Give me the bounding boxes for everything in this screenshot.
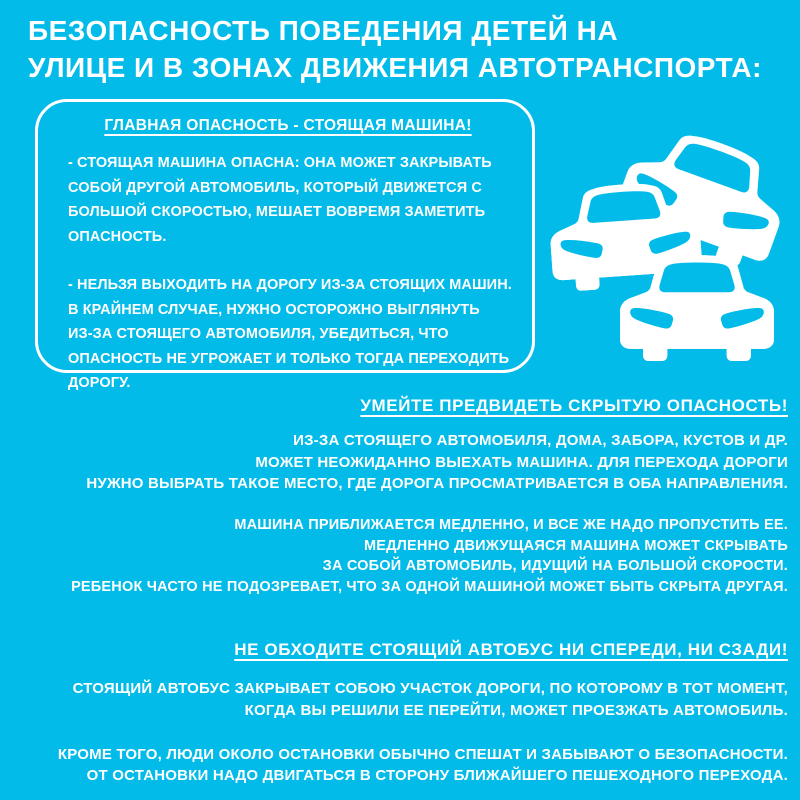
text-line: КОГДА ВЫ РЕШИЛИ ЕЕ ПЕРЕЙТИ, МОЖЕТ ПРОЕЗЖАТЬ АВТОМОБИЛЬ. xyxy=(244,702,788,719)
text-line: КРОМЕ ТОГО, ЛЮДИ ОКОЛО ОСТАНОВКИ ОБЫЧНО СПЕШАТ И ЗАБЫВАЮТ О БЕЗОПАСНОСТИ. xyxy=(57,746,788,763)
page-title xyxy=(28,12,762,86)
text-line: ИЗ-ЗА СТОЯЩЕГО АВТОМОБИЛЯ, ДОМА, ЗАБОРА, КУСТОВ И ДР. xyxy=(293,432,788,449)
text-line: В КРАЙНЕМ СЛУЧАЕ, НУЖНО ОСТОРОЖНО ВЫГЛЯНУТЬ xyxy=(68,301,480,318)
text-line: СТОЯЩИЙ АВТОБУС ЗАКРЫВАЕТ СОБОЮ УЧАСТОК ДОРОГИ, ПО КОТОРОМУ В ТОТ МОМЕНТ, xyxy=(72,680,788,697)
text-line: - СТОЯЩАЯ МАШИНА ОПАСНА: ОНА МОЖЕТ ЗАКРЫВАТЬ xyxy=(68,155,492,171)
text-line: ОПАСНОСТЬ. xyxy=(68,228,167,245)
text-line: ОПАСНОСТЬ НЕ УГРОЖАЕТ И ТОЛЬКО ТОГДА ПЕРЕХОДИТЬ xyxy=(68,350,510,367)
main-danger-paragraph-2 xyxy=(68,273,512,396)
bus-paragraph-1 xyxy=(0,678,788,722)
text-line: БОЛЬШОЙ СКОРОСТЬЮ, МЕШАЕТ ВОВРЕМЯ ЗАМЕТИТЬ xyxy=(68,204,486,220)
text-line: - НЕЛЬЗЯ ВЫХОДИТЬ НА ДОРОГУ ИЗ-ЗА СТОЯЩИХ МАШИН. xyxy=(68,277,512,293)
text-line: РЕБЕНОК ЧАСТО НЕ ПОДОЗРЕВАЕТ, ЧТО ЗА ОДНОЙ МАШИНОЙ МОЖЕТ БЫТЬ СКРЫТА ДРУГАЯ. xyxy=(71,578,788,595)
text-line: ОТ ОСТАНОВКИ НАДО ДВИГАТЬСЯ В СТОРОНУ БЛИЖАЙШЕГО ПЕШЕХОДНОГО ПЕРЕХОДА. xyxy=(86,767,788,784)
main-danger-heading: ГЛАВНАЯ ОПАСНОСТЬ - СТОЯЩАЯ МАШИНА! xyxy=(104,117,472,134)
text-line: МАШИНА ПРИБЛИЖАЕТСЯ МЕДЛЕННО, И ВСЕ ЖЕ НАДО ПРОПУСТИТЬ ЕЕ. xyxy=(234,517,788,533)
text-line: БЕЗОПАСНОСТЬ ПОВЕДЕНИЯ ДЕТЕЙ НА xyxy=(28,15,619,46)
text-line: МЕДЛЕННО ДВИЖУЩАЯСЯ МАШИНА МОЖЕТ СКРЫВАТЬ xyxy=(364,537,788,554)
text-line: ДОРОГУ. xyxy=(68,375,131,391)
main-danger-box xyxy=(35,99,535,391)
bus-paragraph-2 xyxy=(0,744,788,786)
main-danger-paragraph-1 xyxy=(68,151,508,249)
text-line: ИЗ-ЗА СТОЯЩЕГО АВТОМОБИЛЯ, УБЕДИТЬСЯ, ЧТО xyxy=(68,326,449,342)
hidden-danger-paragraph-2 xyxy=(0,515,788,597)
traffic-jam-cars-icon xyxy=(545,106,800,374)
text-line: СОБОЙ ДРУГОЙ АВТОМОБИЛЬ, КОТОРЫЙ ДВИЖЕТСЯ С xyxy=(68,179,482,196)
text-line: МОЖЕТ НЕОЖИДАННО ВЫЕХАТЬ МАШИНА. ДЛЯ ПЕРЕХОДА ДОРОГИ xyxy=(255,453,788,471)
text-line: НУЖНО ВЫБРАТЬ ТАКОЕ МЕСТО, ГДЕ ДОРОГА ПРОСМАТРИВАЕТСЯ В ОБА НАПРАВЛЕНИЯ. xyxy=(86,475,788,492)
bus-heading: НЕ ОБХОДИТЕ СТОЯЩИЙ АВТОБУС НИ СПЕРЕДИ, НИ СЗАДИ! xyxy=(234,640,788,659)
hidden-danger-paragraph-1 xyxy=(0,430,788,495)
text-line: УЛИЦЕ И В ЗОНАХ ДВИЖЕНИЯ АВТОТРАНСПОРТА: xyxy=(28,52,762,83)
text-line: ЗА СОБОЙ АВТОМОБИЛЬ, ИДУЩИЙ НА БОЛЬШОЙ СКОРОСТИ. xyxy=(322,558,788,574)
hidden-danger-heading: УМЕЙТЕ ПРЕДВИДЕТЬ СКРЫТУЮ ОПАСНОСТЬ! xyxy=(360,396,788,415)
